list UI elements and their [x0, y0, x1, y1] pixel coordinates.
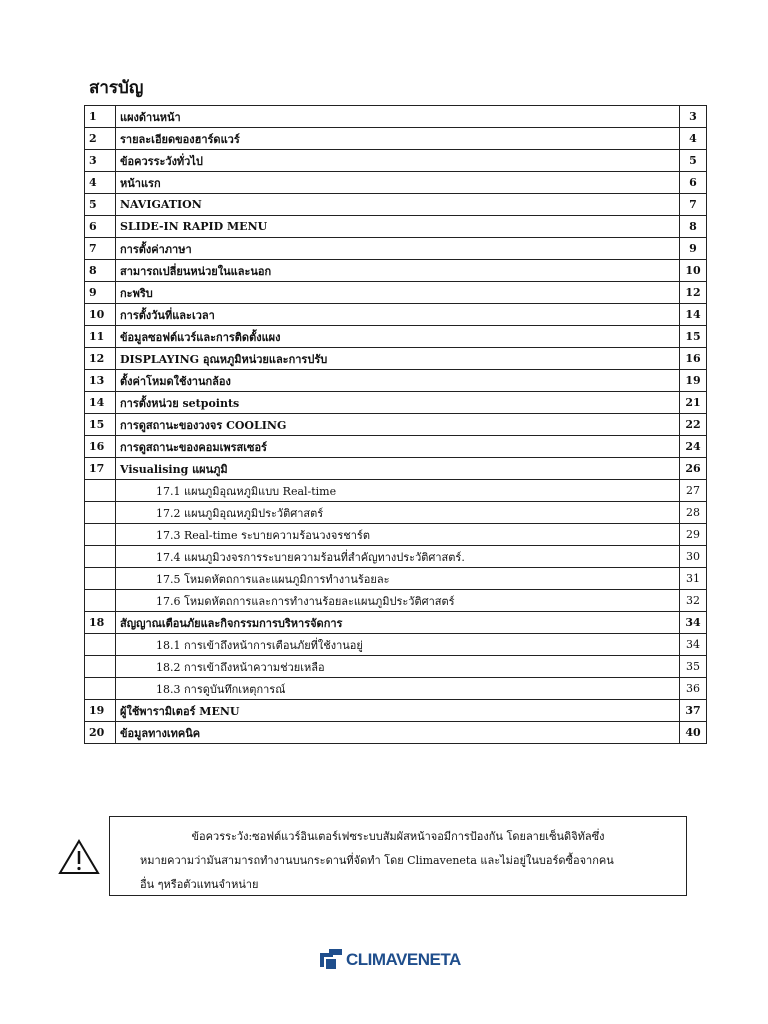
toc-row	[85, 282, 707, 304]
toc-row	[85, 194, 707, 216]
toc-section-number: 5	[85, 194, 116, 216]
toc-row	[85, 304, 707, 326]
toc-page-number: 31	[680, 568, 707, 590]
toc-page-number: 35	[680, 656, 707, 678]
toc-section-number	[85, 480, 116, 502]
toc-section-number	[85, 568, 116, 590]
toc-row	[85, 722, 707, 744]
toc-section-title: การตั้งหน่วย setpoints	[116, 392, 680, 414]
toc-section-title: 18.3 การดูบันทึกเหตุการณ์	[116, 678, 680, 700]
toc-page-number: 19	[680, 370, 707, 392]
climaveneta-logo-icon	[320, 949, 342, 971]
toc-row	[85, 348, 707, 370]
toc-section-number: 13	[85, 370, 116, 392]
toc-section-number: 16	[85, 436, 116, 458]
toc-section-title: การตั้งวันที่และเวลา	[116, 304, 680, 326]
toc-section-title: รายละเอียดของฮาร์ดแวร์	[116, 128, 680, 150]
warning-text-line: ข้อควรระวัง:ซอฟต์แวร์อินเตอร์เฟซระบบสัมผัสหน้าจอมีการป้องกัน โดยลายเซ็นดิจิทัลซึ่ง	[191, 830, 605, 843]
toc-section-number: 20	[85, 722, 116, 744]
warning-box	[109, 816, 687, 896]
toc-row	[85, 392, 707, 414]
toc-section-number: 1	[85, 106, 116, 128]
toc-page-number: 28	[680, 502, 707, 524]
toc-row	[85, 436, 707, 458]
toc-section-number: 9	[85, 282, 116, 304]
toc-page-number: 16	[680, 348, 707, 370]
warning-text-line: อื่น ๆหรือตัวแทนจำหน่าย	[140, 878, 259, 891]
toc-page-number: 30	[680, 546, 707, 568]
toc-row	[85, 150, 707, 172]
toc-section-title: ข้อมูลทางเทคนิค	[116, 722, 680, 744]
toc-section-title: การดูสถานะของวงจร COOLING	[116, 414, 680, 436]
warning-text-line: หมายความว่ามันสามารถทำงานบนกระดานที่จัดทำ โดย Climaveneta และไม่อยู่ในบอร์ดซื้อจากคน	[140, 854, 614, 867]
toc-section-title: ตั้งค่าโหมดใช้งานกล้อง	[116, 370, 680, 392]
toc-page-number: 9	[680, 238, 707, 260]
toc-page-number: 8	[680, 216, 707, 238]
toc-subrow	[85, 590, 707, 612]
toc-section-title: NAVIGATION	[116, 194, 680, 216]
toc-page-number: 12	[680, 282, 707, 304]
toc-row	[85, 458, 707, 480]
toc-page-number: 32	[680, 590, 707, 612]
toc-section-title: 18.2 การเข้าถึงหน้าความช่วยเหลือ	[116, 656, 680, 678]
toc-section-title: SLIDE-IN RAPID MENU	[116, 216, 680, 238]
toc-section-number: 17	[85, 458, 116, 480]
toc-subrow	[85, 634, 707, 656]
toc-page-number: 34	[680, 634, 707, 656]
toc-page-number: 22	[680, 414, 707, 436]
toc-section-number: 18	[85, 612, 116, 634]
toc-row	[85, 414, 707, 436]
toc-page-number: 29	[680, 524, 707, 546]
toc-section-number: 6	[85, 216, 116, 238]
toc-section-title: การดูสถานะของคอมเพรสเซอร์	[116, 436, 680, 458]
toc-section-number: 2	[85, 128, 116, 150]
toc-subrow	[85, 656, 707, 678]
toc-page-number: 5	[680, 150, 707, 172]
toc-page-number: 3	[680, 106, 707, 128]
toc-row	[85, 370, 707, 392]
toc-section-title: สามารถเปลี่ยนหน่วยในและนอก	[116, 260, 680, 282]
toc-section-number	[85, 590, 116, 612]
toc-section-title: 17.1 แผนภูมิอุณหภูมิแบบ Real-time	[116, 480, 680, 502]
toc-section-number: 14	[85, 392, 116, 414]
toc-page-number: 34	[680, 612, 707, 634]
toc-page-number: 36	[680, 678, 707, 700]
toc-section-title: สัญญาณเตือนภัยและกิจกรรมการบริหารจัดการ	[116, 612, 680, 634]
toc-page-number: 6	[680, 172, 707, 194]
toc-subrow	[85, 678, 707, 700]
toc-page-number: 24	[680, 436, 707, 458]
toc-section-number: 11	[85, 326, 116, 348]
toc-section-number: 3	[85, 150, 116, 172]
toc-page-number: 10	[680, 260, 707, 282]
toc-subrow	[85, 524, 707, 546]
toc-row	[85, 612, 707, 634]
toc-section-title: ผู้ใช้พารามิเตอร์ MENU	[116, 700, 680, 722]
toc-section-number	[85, 634, 116, 656]
toc-section-number: 15	[85, 414, 116, 436]
toc-section-number	[85, 678, 116, 700]
toc-section-number	[85, 546, 116, 568]
toc-section-number: 19	[85, 700, 116, 722]
toc-section-title: 17.5 โหมดหัตถการและแผนภูมิการทำงานร้อยละ	[116, 568, 680, 590]
toc-section-title: 17.6 โหมดหัตถการและการทำงานร้อยละแผนภูมิประวัติศาสตร์	[116, 590, 680, 612]
toc-section-number	[85, 502, 116, 524]
toc-row	[85, 260, 707, 282]
toc-row	[85, 700, 707, 722]
toc-section-number: 7	[85, 238, 116, 260]
toc-subrow	[85, 502, 707, 524]
toc-section-title: 17.4 แผนภูมิวงจรการระบายความร้อนที่สำคัญทางประวัติศาสตร์.	[116, 546, 680, 568]
toc-section-title: Visualising แผนภูมิ	[116, 458, 680, 480]
toc-section-title: การตั้งค่าภาษา	[116, 238, 680, 260]
toc-section-title: 17.2 แผนภูมิอุณหภูมิประวัติศาสตร์	[116, 502, 680, 524]
toc-section-title: 17.3 Real-time ระบายความร้อนวงจรชาร์ต	[116, 524, 680, 546]
toc-section-number	[85, 524, 116, 546]
toc-page-number: 21	[680, 392, 707, 414]
toc-page-number: 7	[680, 194, 707, 216]
toc-section-title: กะพริบ	[116, 282, 680, 304]
toc-section-title: ข้อควรระวังทั่วไป	[116, 150, 680, 172]
toc-page-number: 40	[680, 722, 707, 744]
toc-subrow	[85, 480, 707, 502]
toc-page-number: 27	[680, 480, 707, 502]
toc-subrow	[85, 546, 707, 568]
toc-section-title: แผงด้านหน้า	[116, 106, 680, 128]
toc-section-title: ข้อมูลซอฟต์แวร์และการติดตั้งแผง	[116, 326, 680, 348]
toc-subrow	[85, 568, 707, 590]
toc-row	[85, 172, 707, 194]
toc-section-number	[85, 656, 116, 678]
toc-section-number: 10	[85, 304, 116, 326]
logo-text: CLIMAVENETA	[346, 950, 461, 969]
warning-triangle-icon	[58, 839, 100, 875]
toc-page-number: 15	[680, 326, 707, 348]
toc-page-number: 37	[680, 700, 707, 722]
toc-page-number: 14	[680, 304, 707, 326]
toc-section-title: 18.1 การเข้าถึงหน้าการเตือนภัยที่ใช้งานอยู่	[116, 634, 680, 656]
toc-row	[85, 106, 707, 128]
toc-section-title: DISPLAYING อุณหภูมิหน่วยและการปรับ	[116, 348, 680, 370]
toc-page-number: 4	[680, 128, 707, 150]
toc-section-number: 12	[85, 348, 116, 370]
toc-section-title: หน้าแรก	[116, 172, 680, 194]
toc-row	[85, 128, 707, 150]
toc-page-number: 26	[680, 458, 707, 480]
toc-row	[85, 216, 707, 238]
page-title: สารบัญ	[89, 78, 144, 98]
toc-section-number: 8	[85, 260, 116, 282]
climaveneta-logo	[320, 947, 461, 973]
toc-row	[85, 326, 707, 348]
toc-section-number: 4	[85, 172, 116, 194]
toc-row	[85, 238, 707, 260]
toc-table	[84, 105, 707, 744]
